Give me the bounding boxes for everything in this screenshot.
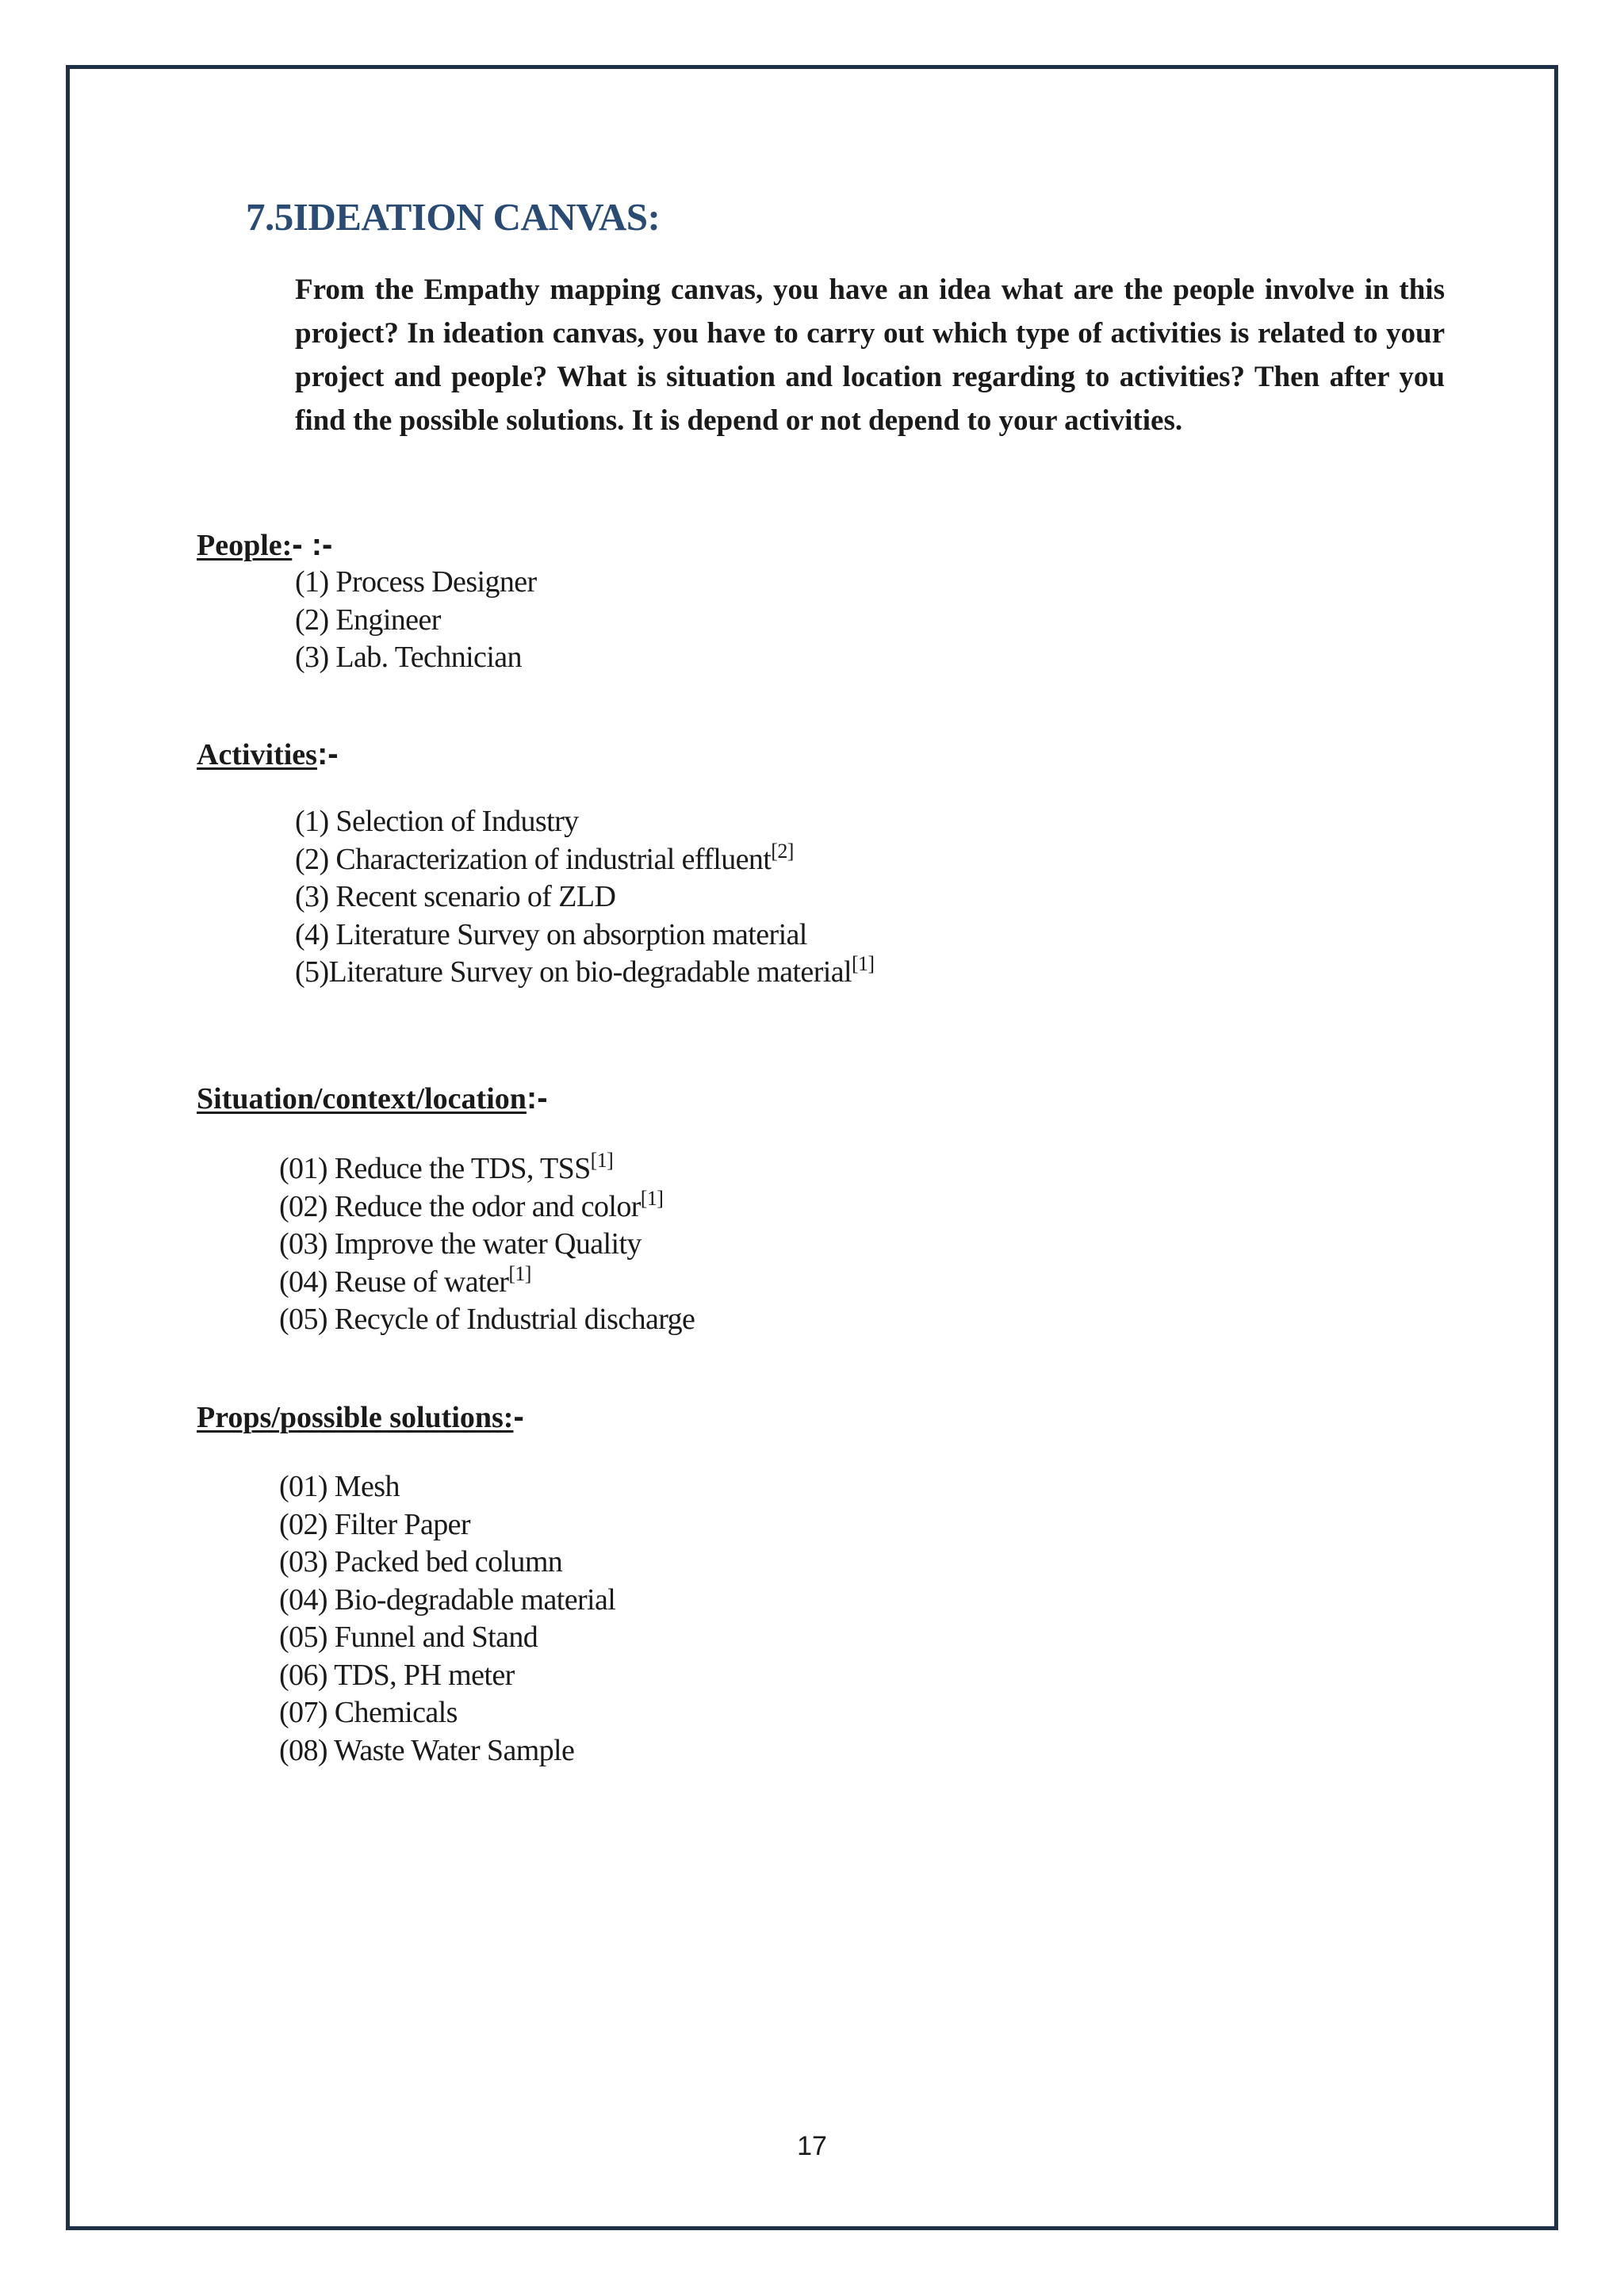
situation-title-suffix: :- (526, 1081, 548, 1115)
props-title-suffix: - (513, 1399, 524, 1434)
list-item (295, 916, 874, 955)
people-title-label: People: (197, 529, 293, 562)
list-item-text: (04) Reuse of water (279, 1265, 509, 1299)
section-heading: 7.5IDEATION CANVAS: (246, 195, 661, 239)
situation-title (197, 1081, 548, 1116)
list-item-text: (01) Reduce the TDS, TSS (279, 1152, 591, 1185)
list-item-text: (2) Engineer (295, 603, 441, 637)
list-item-text: (5)Literature Survey on bio-degradable material (295, 955, 852, 989)
list-item (279, 1188, 695, 1226)
list-item (295, 639, 537, 677)
list-item-text: (02) Reduce the odor and color (279, 1189, 641, 1223)
list-item-text: (06) TDS, PH meter (279, 1658, 515, 1692)
list-item (279, 1301, 695, 1339)
list-item (279, 1732, 615, 1770)
list-item-text: (1) Selection of Industry (295, 805, 579, 838)
list-item (279, 1506, 615, 1544)
props-title-label: Props/possible solutions: (197, 1401, 514, 1434)
list-item-text: (1) Process Designer (295, 565, 537, 599)
citation-ref: [1] (590, 1149, 614, 1172)
list-item (279, 1694, 615, 1732)
list-item-text: (02) Filter Paper (279, 1507, 470, 1541)
list-item (279, 1261, 695, 1302)
citation-ref: [1] (640, 1186, 664, 1210)
list-item-text: (08) Waste Water Sample (279, 1733, 575, 1767)
list-item (279, 1657, 615, 1695)
citation-ref: [1] (508, 1261, 531, 1285)
list-item-text: (4) Literature Survey on absorption material (295, 917, 807, 951)
situation-title-label: Situation/context/location (197, 1082, 527, 1115)
activities-title-label: Activities (197, 738, 317, 771)
list-item (295, 954, 874, 992)
list-item-text: (05) Funnel and Stand (279, 1621, 538, 1654)
list-item-text: (04) Bio-degradable material (279, 1582, 616, 1617)
list-item-text: (07) Chemicals (279, 1696, 458, 1729)
page-number: 17 (797, 2131, 827, 2161)
list-item (279, 1582, 615, 1620)
list-item (279, 1226, 695, 1264)
activities-title-suffix: :- (316, 737, 339, 771)
props-list (279, 1468, 615, 1770)
list-item (295, 602, 537, 640)
activities-title (197, 737, 339, 772)
props-title (197, 1399, 524, 1435)
list-item (295, 878, 874, 916)
intro-paragraph: From the Empathy mapping canvas, you have an idea what are the people involve in this project? In ideation canvas, you have to carry out which type of activities is related to your project and people? What is situation and location regarding to activities? Then after you find the possible solutions. It is depend or not depend to your activities. (295, 274, 1445, 437)
citation-ref: [2] (771, 839, 794, 863)
list-item-text: (3) Recent scenario of ZLD (295, 880, 616, 913)
list-item-text: (01) Mesh (279, 1470, 400, 1503)
list-item (295, 564, 537, 602)
list-item-text: (03) Improve the water Quality (279, 1227, 642, 1261)
list-item (295, 841, 874, 879)
list-item-text: (3) Lab. Technician (295, 641, 522, 674)
activities-list (295, 803, 874, 992)
people-list (295, 564, 537, 677)
people-title-suffix: - :- (292, 527, 333, 562)
list-item (279, 1150, 695, 1188)
list-item-text: (2) Characterization of industrial effluent (295, 842, 772, 876)
people-title (197, 527, 332, 563)
situation-list (279, 1150, 695, 1339)
list-item-text: (05) Recycle of Industrial discharge (279, 1303, 695, 1336)
list-item (279, 1544, 615, 1582)
citation-ref: [1] (851, 952, 875, 975)
list-item (295, 803, 874, 841)
list-item (279, 1468, 615, 1506)
list-item-text: (03) Packed bed column (279, 1545, 563, 1578)
list-item (279, 1619, 615, 1657)
